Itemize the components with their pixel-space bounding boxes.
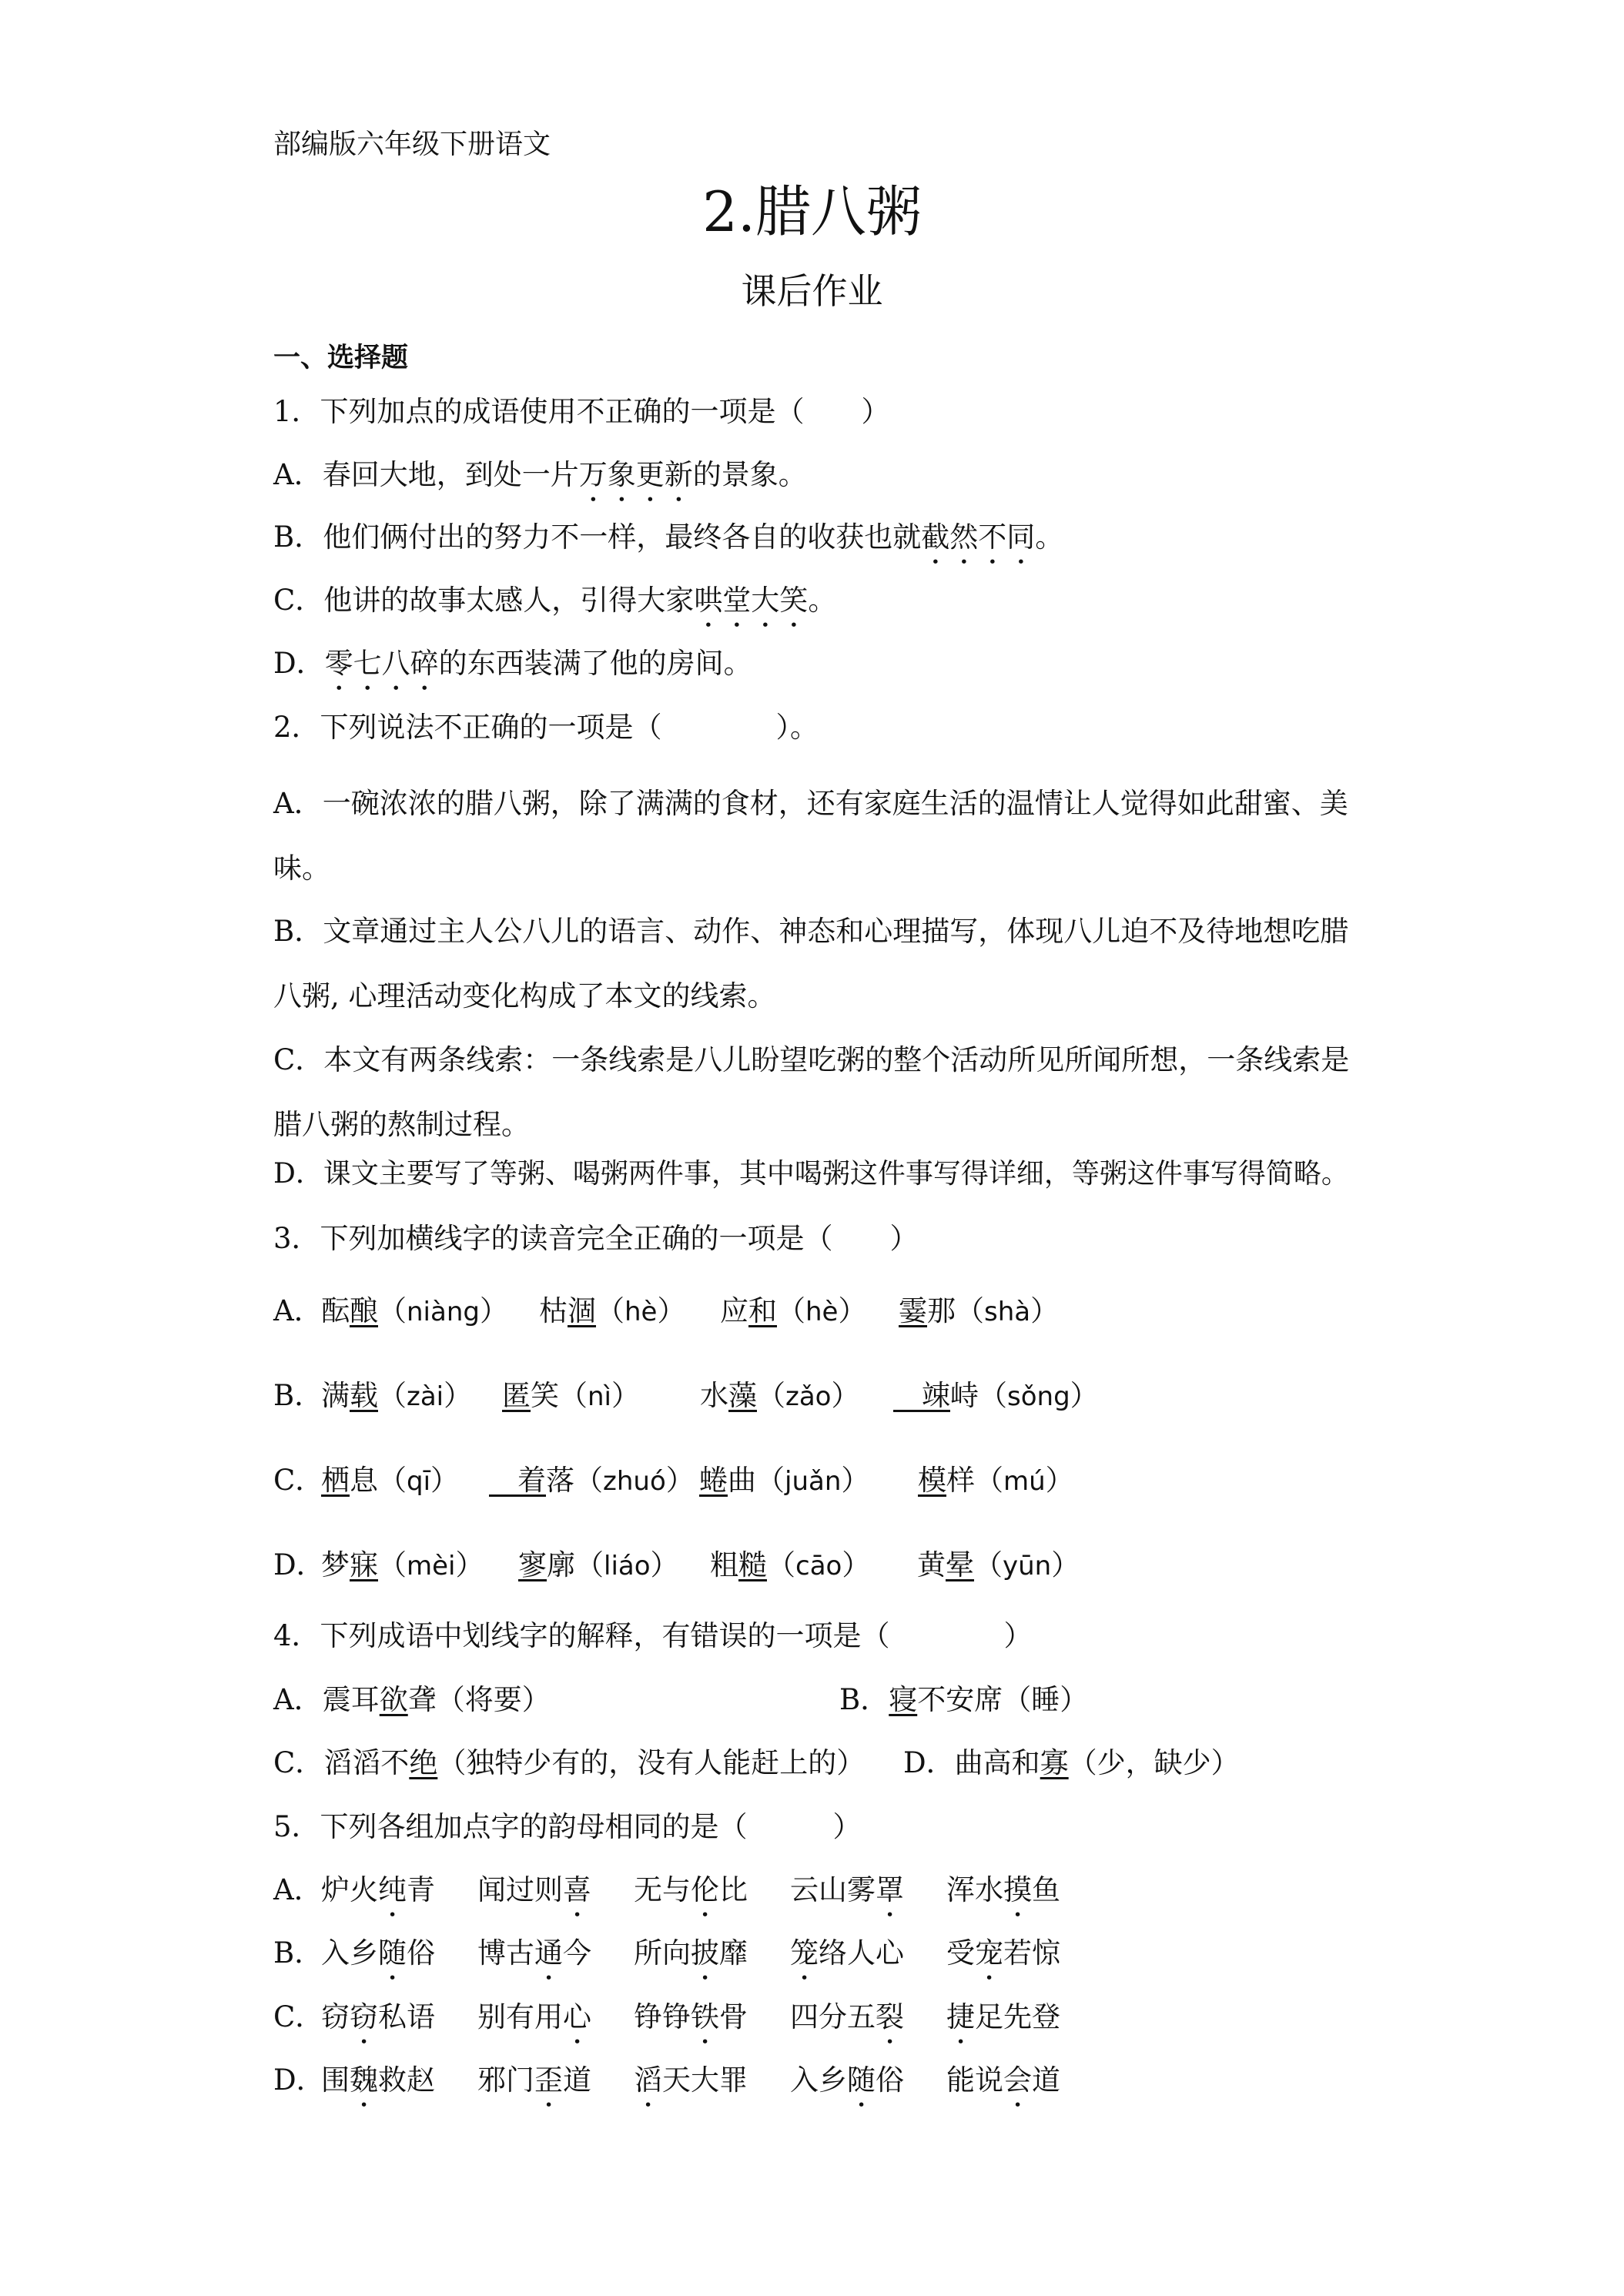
q3-c-item-2 xyxy=(489,1461,695,1501)
q5-d-idiom-4 xyxy=(790,2061,904,2114)
q5-b-idiom-5 xyxy=(946,1934,1060,1986)
q5-b-4-post: 络人心 xyxy=(819,1936,904,1970)
q5-c-4-pre: 四分五 xyxy=(790,2000,876,2033)
q4-a-post: 聋（将要） xyxy=(407,1683,551,1716)
q5-c-3-dotted: 铁 xyxy=(691,2000,719,2033)
q3-b-1-open: （ xyxy=(378,1379,407,1412)
q3-b-3-pinyin: zǎo xyxy=(785,1381,832,1412)
q4-options-cd xyxy=(273,1744,1240,1782)
q5-b-2-post: 今 xyxy=(563,1936,591,1970)
q5-c-idiom-5 xyxy=(946,1998,1060,2050)
q4-option-b xyxy=(839,1681,1088,1719)
q2-option-d: D．课文主要写了等粥、喝粥两件事，其中喝粥这件事写得详细，等粥这件事写得简略。 xyxy=(273,1158,1349,1190)
q5-c-label: C． xyxy=(273,2000,324,2033)
q5-d-idiom-1 xyxy=(321,2061,435,2114)
q3-d-4-pre: 黄 xyxy=(917,1548,946,1581)
q3-c-1-pinyin: qī xyxy=(407,1466,431,1497)
q3-c-4-pinyin: mú xyxy=(1003,1466,1046,1497)
q5-b-1-dotted: 随 xyxy=(378,1936,407,1970)
q5-a-5-dotted: 摸 xyxy=(1003,1873,1032,1906)
q1-option-a xyxy=(273,456,807,508)
q3-c-1-close: ） xyxy=(430,1464,460,1497)
q3-a-1-close: ） xyxy=(479,1294,508,1327)
q1-a-idiom: 万象更新 xyxy=(578,458,693,491)
q3-b-item-4 xyxy=(893,1377,1099,1416)
q5-d-label: D． xyxy=(273,2063,325,2097)
q5-a-idiom-4 xyxy=(790,1871,904,1923)
q5-b-4-dotted: 笼 xyxy=(790,1936,819,1970)
q3-c-2-close: ） xyxy=(665,1464,695,1497)
q1-option-d xyxy=(273,644,752,697)
q5-c-idiom-3 xyxy=(634,1998,748,2050)
q5-c-idiom-4 xyxy=(790,1998,904,2050)
q3-d-3-pinyin: cāo xyxy=(795,1551,842,1581)
q4-a-char: 欲 xyxy=(379,1683,408,1716)
q4-option-a xyxy=(273,1683,551,1716)
q3-b-item-1 xyxy=(321,1377,472,1416)
q3-a-3-open: （ xyxy=(777,1294,805,1327)
q3-b-1-pre: 满 xyxy=(321,1379,350,1412)
q3-b-2-open: 笑（ xyxy=(531,1379,588,1412)
q3-d-1-char: 寐 xyxy=(350,1548,378,1581)
q3-a-1-open: （ xyxy=(378,1294,407,1327)
q5-c-idiom-2 xyxy=(477,1998,591,2050)
q4-d-post: （少，缺少） xyxy=(1068,1746,1240,1779)
q4-option-c xyxy=(273,1746,865,1779)
q5-d-5-dotted: 会 xyxy=(1003,2063,1032,2097)
q5-c-3-post: 骨 xyxy=(719,2000,748,2033)
q3-d-2-open: 廓（ xyxy=(547,1548,604,1581)
q3-d-3-char: 糙 xyxy=(738,1548,767,1581)
q3-d-2-pinyin: liáo xyxy=(604,1551,651,1581)
q3-b-3-char: 藻 xyxy=(728,1379,757,1412)
q3-d-3-close: ） xyxy=(842,1548,871,1581)
q3-b-2-char: 匿 xyxy=(502,1379,531,1412)
q3-d-1-open: （ xyxy=(378,1548,407,1581)
q3-c-4-close: ） xyxy=(1045,1464,1074,1497)
q3-c-3-close: ） xyxy=(841,1464,870,1497)
q5-b-3-post: 靡 xyxy=(719,1936,748,1970)
q3-d-1-pre: 梦 xyxy=(321,1548,350,1581)
q1-c-text: C．他讲的故事太感人，引得大家 xyxy=(273,584,695,617)
q5-d-3-post: 天大罪 xyxy=(662,2063,748,2097)
q5-d-4-post: 俗 xyxy=(876,2063,904,2097)
q5-b-1-pre: 入乡 xyxy=(321,1936,378,1970)
q1-b-idiom: 截然不同 xyxy=(921,520,1036,554)
q5-c-2-dotted: 心 xyxy=(563,2000,591,2033)
q5-b-2-dotted: 通 xyxy=(534,1936,563,1970)
q3-d-4-open: （ xyxy=(974,1548,1003,1581)
q3-c-4-open: 样（ xyxy=(946,1464,1003,1497)
q5-a-3-dotted: 伦 xyxy=(691,1873,719,1906)
q5-a-1-dotted: 纯 xyxy=(378,1873,407,1906)
q5-c-5-post: 足先登 xyxy=(975,2000,1060,2033)
q4-d-char: 寡 xyxy=(1040,1746,1069,1779)
q4-b-post: 不安席（睡） xyxy=(917,1683,1089,1716)
q5-d-2-pre: 邪门 xyxy=(477,2063,534,2097)
q5-a-4-dotted: 罩 xyxy=(876,1873,904,1906)
q3-c-2-pinyin: zhuó xyxy=(603,1466,666,1497)
q1-stem: 1．下列加点的成语使用不正确的一项是（ ） xyxy=(273,395,890,428)
q3-b-1-close: ） xyxy=(444,1379,473,1412)
q3-b-4-close: ） xyxy=(1070,1379,1099,1412)
q5-a-1-post: 青 xyxy=(407,1873,435,1906)
q5-d-idiom-5 xyxy=(946,2061,1060,2114)
q5-d-idiom-2 xyxy=(477,2061,591,2114)
q3-a-item-2 xyxy=(539,1292,685,1331)
q5-c-1-post: 私语 xyxy=(378,2000,435,2033)
q5-a-2-dotted: 喜 xyxy=(563,1873,591,1906)
q5-b-idiom-4 xyxy=(790,1934,904,1986)
q3-stem: 3．下列加横线字的读音完全正确的一项是（ ） xyxy=(273,1222,919,1255)
q3-d-4-pinyin: yūn xyxy=(1003,1551,1052,1581)
q5-b-3-pre: 所向 xyxy=(634,1936,691,1970)
q5-d-1-pre: 围 xyxy=(321,2063,350,2097)
q3-b-4-pinyin: sǒng xyxy=(1007,1381,1070,1412)
q4-c-post: （独特少有的，没有人能赶上的） xyxy=(437,1746,866,1779)
q5-c-1-dotted: 窃 xyxy=(350,2000,378,2033)
q5-a-4-pre: 云山雾 xyxy=(790,1873,876,1906)
q3-a-3-char: 和 xyxy=(748,1294,777,1327)
q3-d-3-pre: 粗 xyxy=(710,1548,738,1581)
q3-b-1-char: 载 xyxy=(350,1379,378,1412)
q3-option-b xyxy=(273,1377,1099,1415)
q3-a-2-close: ） xyxy=(657,1294,686,1327)
q3-c-3-pinyin: juǎn xyxy=(785,1466,842,1497)
q3-a-1-pre: 酝 xyxy=(321,1294,350,1327)
q1-b-tail: 。 xyxy=(1035,520,1064,554)
q5-a-idiom-1 xyxy=(321,1871,435,1923)
q3-a-2-char: 涸 xyxy=(568,1294,596,1327)
q5-a-label: A． xyxy=(273,1873,323,1906)
q5-b-5-pre: 受 xyxy=(946,1936,975,1970)
q3-c-1-open: 息（ xyxy=(350,1464,407,1497)
q5-option-c xyxy=(273,1998,1060,2037)
q3-a-label: A． xyxy=(273,1294,323,1327)
q3-c-3-char: 蜷 xyxy=(699,1464,728,1497)
q5-a-idiom-2 xyxy=(477,1871,591,1923)
q3-b-2-close: ） xyxy=(611,1379,640,1412)
q3-c-2-open: 落（ xyxy=(546,1464,603,1497)
q3-d-3-open: （ xyxy=(767,1548,795,1581)
q5-a-3-post: 比 xyxy=(719,1873,748,1906)
q1-a-tail: 的景象。 xyxy=(692,458,807,491)
q5-stem: 5．下列各组加点字的韵母相同的是（ ） xyxy=(273,1810,862,1843)
q4-c-char: 绝 xyxy=(409,1746,438,1779)
q1-d-tail: 的东西装满了他的房间。 xyxy=(438,647,752,680)
q5-a-5-pre: 浑水 xyxy=(946,1873,1003,1906)
q5-c-1-pre: 窃 xyxy=(321,2000,350,2033)
q4-options-ab xyxy=(273,1681,1089,1719)
q1-a-text: A．春回大地，到处一片 xyxy=(273,458,579,491)
q5-a-1-pre: 炉火 xyxy=(321,1873,378,1906)
q3-d-2-close: ） xyxy=(650,1548,679,1581)
q5-c-idiom-1 xyxy=(321,1998,435,2050)
q5-a-5-post: 鱼 xyxy=(1032,1873,1060,1906)
q1-option-b xyxy=(273,518,1063,571)
q5-a-3-pre: 无与 xyxy=(634,1873,691,1906)
q5-a-idiom-3 xyxy=(634,1871,748,1923)
q5-d-3-dotted: 滔 xyxy=(634,2063,662,2097)
q5-b-1-post: 俗 xyxy=(407,1936,435,1970)
q3-d-4-char: 晕 xyxy=(946,1548,974,1581)
q1-d-text: D． xyxy=(273,647,325,680)
q3-b-3-pre: 水 xyxy=(700,1379,728,1412)
q5-b-2-pre: 博古 xyxy=(477,1936,534,1970)
q3-b-3-close: ） xyxy=(831,1379,860,1412)
q5-b-3-dotted: 披 xyxy=(691,1936,719,1970)
q3-a-1-pinyin: niàng xyxy=(407,1297,480,1327)
q5-d-2-dotted: 歪 xyxy=(534,2063,563,2097)
q3-d-1-pinyin: mèi xyxy=(407,1551,456,1581)
q2-stem: 2．下列说法不正确的一项是（ ）。 xyxy=(273,711,819,744)
q3-c-item-3 xyxy=(699,1461,869,1501)
q3-b-2-pinyin: nì xyxy=(588,1381,611,1412)
q5-b-label: B． xyxy=(273,1936,323,1970)
q3-b-1-pinyin: zài xyxy=(407,1381,444,1412)
q5-d-2-post: 道 xyxy=(563,2063,591,2097)
q1-d-idiom: 零七八碎 xyxy=(324,647,439,680)
q3-b-item-2 xyxy=(502,1377,640,1416)
q5-c-5-dotted: 捷 xyxy=(946,2000,975,2033)
q3-a-4-pinyin: shà xyxy=(984,1297,1031,1327)
q4-stem: 4．下列成语中划线字的解释，有错误的一项是（ ） xyxy=(273,1619,1033,1652)
q3-d-4-close: ） xyxy=(1051,1548,1080,1581)
q3-d-item-1 xyxy=(321,1546,484,1585)
q2-option-b: B．文章通过主人公八儿的语言、动作、神态和心理描写，体现八儿迫不及待地想吃腊八粥, 心理活动变化构成了本文的线索。 xyxy=(273,915,1349,1012)
q5-d-5-post: 道 xyxy=(1032,2063,1060,2097)
q3-a-3-pinyin: hè xyxy=(805,1297,839,1327)
q3-a-4-char: 霎 xyxy=(899,1294,927,1327)
q5-b-5-dotted: 宠 xyxy=(975,1936,1003,1970)
q5-b-idiom-2 xyxy=(477,1934,591,1986)
q5-d-1-post: 救赵 xyxy=(378,2063,435,2097)
q3-d-2-char: 寥 xyxy=(518,1548,547,1581)
q1-option-c xyxy=(273,581,836,634)
q3-a-2-open: （ xyxy=(596,1294,624,1327)
q3-a-3-close: ） xyxy=(838,1294,867,1327)
q4-b-pre: B． xyxy=(839,1683,889,1716)
q5-d-4-pre: 入乡 xyxy=(790,2063,847,2097)
q4-a-pre: A．震耳 xyxy=(273,1683,380,1716)
q3-a-4-close: ） xyxy=(1030,1294,1060,1327)
q5-a-2-pre: 闻过则 xyxy=(477,1873,563,1906)
q3-b-4-open: 峙（ xyxy=(950,1379,1007,1412)
q5-b-idiom-3 xyxy=(634,1934,748,1986)
q5-d-4-dotted: 随 xyxy=(847,2063,876,2097)
q4-b-char: 寝 xyxy=(889,1683,918,1716)
q3-d-1-close: ） xyxy=(455,1548,484,1581)
page-header: 部编版六年级下册语文 xyxy=(273,129,551,160)
q3-c-item-4 xyxy=(918,1461,1074,1501)
q3-a-1-char: 酿 xyxy=(350,1294,378,1327)
q3-b-4-char: 竦 xyxy=(893,1379,950,1412)
q3-a-4-open: 那（ xyxy=(927,1294,984,1327)
q4-option-d xyxy=(903,1744,1240,1782)
q3-b-item-3 xyxy=(700,1377,859,1416)
q3-c-item-1 xyxy=(321,1461,459,1501)
q3-a-item-4 xyxy=(899,1292,1059,1331)
q3-a-2-pre: 枯 xyxy=(539,1294,568,1327)
q1-b-text: B．他们俩付出的努力不一样，最终各自的收获也就 xyxy=(273,520,922,554)
q3-a-2-pinyin: hè xyxy=(624,1297,658,1327)
q5-option-a xyxy=(273,1871,1060,1909)
q3-c-label: C． xyxy=(273,1464,324,1497)
q2-option-c: C．本文有两条线索：一条线索是八儿盼望吃粥的整个活动所见所闻所想，一条线索是腊八粥的熬制过程。 xyxy=(273,1043,1350,1141)
q3-c-4-char: 模 xyxy=(918,1464,946,1497)
q3-d-item-2 xyxy=(518,1546,679,1585)
q3-b-3-open: （ xyxy=(757,1379,785,1412)
q4-d-pre: D．曲高和 xyxy=(903,1746,1040,1779)
q5-c-3-pre: 铮铮 xyxy=(634,2000,691,2033)
q3-b-label: B． xyxy=(273,1379,323,1412)
q2-option-a: A．一碗浓浓的腊八粥，除了满满的食材，还有家庭生活的温情让人觉得如此甜蜜、美味。 xyxy=(273,787,1348,885)
q3-a-item-3 xyxy=(720,1292,866,1331)
q5-d-idiom-3 xyxy=(634,2061,748,2114)
q5-c-4-dotted: 裂 xyxy=(876,2000,904,2033)
section-heading: 一、选择题 xyxy=(273,343,409,373)
lesson-title: 2.腊八粥 xyxy=(702,179,922,244)
q5-d-1-dotted: 魏 xyxy=(350,2063,378,2097)
q5-option-b xyxy=(273,1934,1060,1973)
q3-c-3-open: 曲（ xyxy=(728,1464,785,1497)
q5-a-idiom-5 xyxy=(946,1871,1060,1923)
q5-c-2-pre: 别有用 xyxy=(477,2000,563,2033)
q3-d-label: D． xyxy=(273,1548,325,1581)
q3-d-item-3 xyxy=(710,1546,870,1585)
q5-d-5-pre: 能说 xyxy=(946,2063,1003,2097)
q5-option-d xyxy=(273,2061,1060,2100)
q3-c-2-char: 着 xyxy=(489,1464,546,1497)
q4-c-pre: C．滔滔不 xyxy=(273,1746,410,1779)
q3-a-item-1 xyxy=(321,1292,508,1331)
q5-b-idiom-1 xyxy=(321,1934,435,1986)
q3-c-1-char: 栖 xyxy=(321,1464,350,1497)
q3-option-c xyxy=(273,1461,1074,1500)
q3-option-a xyxy=(273,1292,1060,1330)
lesson-subtitle: 课后作业 xyxy=(741,270,883,312)
q1-c-idiom: 哄堂大笑 xyxy=(694,584,809,617)
q3-d-item-4 xyxy=(917,1546,1080,1585)
q5-b-5-post: 若惊 xyxy=(1003,1936,1060,1970)
q3-a-3-pre: 应 xyxy=(720,1294,748,1327)
q1-c-tail: 。 xyxy=(808,584,837,617)
q3-option-d xyxy=(273,1546,1080,1585)
